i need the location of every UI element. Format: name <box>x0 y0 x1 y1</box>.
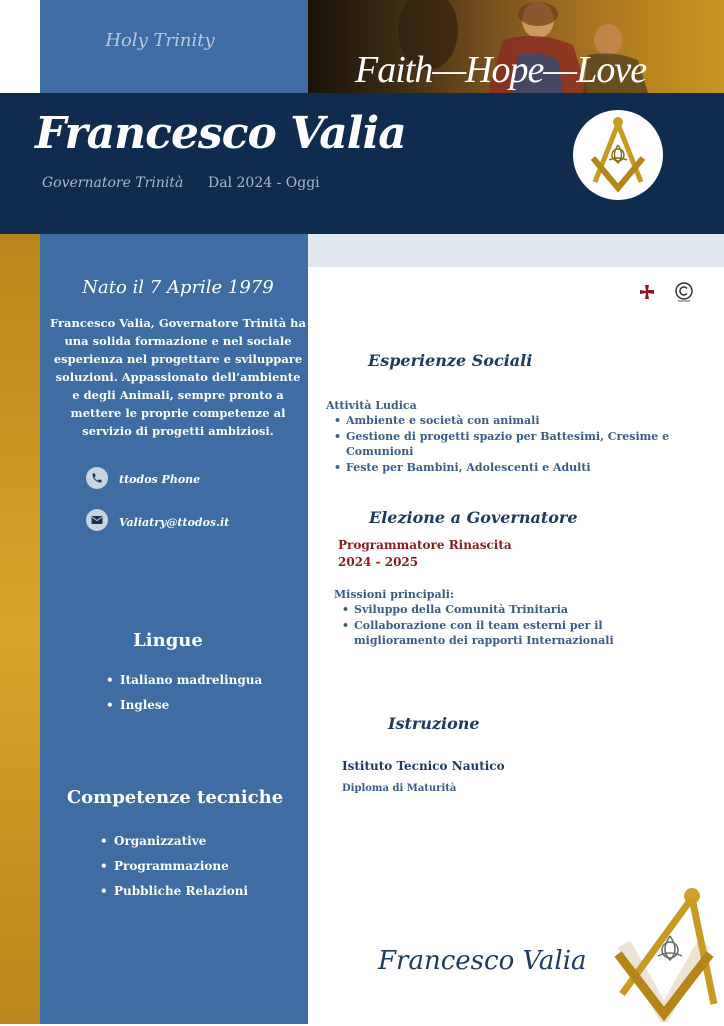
square-compass-emblem-icon <box>573 110 663 200</box>
square-compass-emblem-icon <box>604 884 722 1022</box>
election-years: 2024 - 2025 <box>338 555 419 569</box>
diploma-label: Diploma di Maturità <box>342 783 457 794</box>
templar-cross-icon <box>640 284 654 303</box>
list-item: • Italiano madrelingua <box>106 673 262 687</box>
email-link[interactable]: Valiatry@ttodos.it <box>119 516 230 529</box>
holy-trinity-label: Holy Trinity <box>105 30 215 51</box>
list-item: • Sviluppo della Comunità Trinitaria <box>342 602 692 618</box>
education-heading: Istruzione <box>388 714 480 733</box>
social-experience-heading: Esperienze Sociali <box>368 351 533 370</box>
list-item: • Organizzative <box>100 834 248 848</box>
person-name: Francesco Valia <box>35 108 406 159</box>
phone-row[interactable] <box>86 467 108 489</box>
election-role: Programmatore Rinascita <box>338 538 512 552</box>
list-item: • Inglese <box>106 698 262 712</box>
social-activity-label: Attività Ludica <box>326 399 417 412</box>
list-item: • Collaborazione con il team esterni per il miglioramento dei rapporti Internazionali <box>342 618 692 649</box>
list-item: • Ambiente e società con animali <box>334 413 714 429</box>
languages-heading: Lingue <box>133 630 203 651</box>
missions-list <box>342 602 692 649</box>
square-compass-logo <box>573 110 663 200</box>
languages-list <box>106 673 262 723</box>
top-white-block <box>0 0 40 93</box>
school-name: Istituto Tecnico Nautico <box>342 759 505 773</box>
election-heading: Elezione a Governatore <box>369 508 578 527</box>
list-item: • Pubbliche Relazioni <box>100 884 248 898</box>
birth-date: Nato il 7 Aprile 1979 <box>82 277 274 298</box>
motto-title: Faith—Hope—Love <box>355 49 647 91</box>
phone-icon <box>86 467 108 489</box>
skills-list <box>100 834 248 909</box>
bio-paragraph: Francesco Valia, Governatore Trinità ha una solida formazione e nel sociale esperienza nel progettare e sviluppare soluzioni. Appassionato dell’ambiente e degli Animali, sempre pronto a mettere le proprie competenze al servizio di progetti ambiziosi. <box>50 316 306 438</box>
phone-text[interactable]: ttodos Phone <box>119 473 201 486</box>
social-experience-list <box>334 413 714 475</box>
email-row[interactable] <box>86 509 108 531</box>
skills-heading: Competenze tecniche <box>66 787 284 808</box>
golden-compass-emblem <box>604 884 722 1026</box>
list-item: • Programmazione <box>100 859 248 873</box>
tenure-label: Dal 2024 - Oggi <box>208 175 320 191</box>
role-label: Governatore Trinità <box>42 175 184 191</box>
light-blue-band <box>308 234 724 267</box>
copyright-icon <box>674 282 694 306</box>
gold-side-strip <box>0 234 40 1024</box>
list-item: • Gestione di progetti spazio per Battesimi, Cresime e Comunioni <box>334 429 714 460</box>
list-item: • Feste per Bambini, Adolescenti e Adulti <box>334 460 714 476</box>
envelope-icon <box>86 509 108 531</box>
missions-label: Missioni principali: <box>334 588 455 601</box>
signature: Francesco Valia <box>378 946 587 976</box>
